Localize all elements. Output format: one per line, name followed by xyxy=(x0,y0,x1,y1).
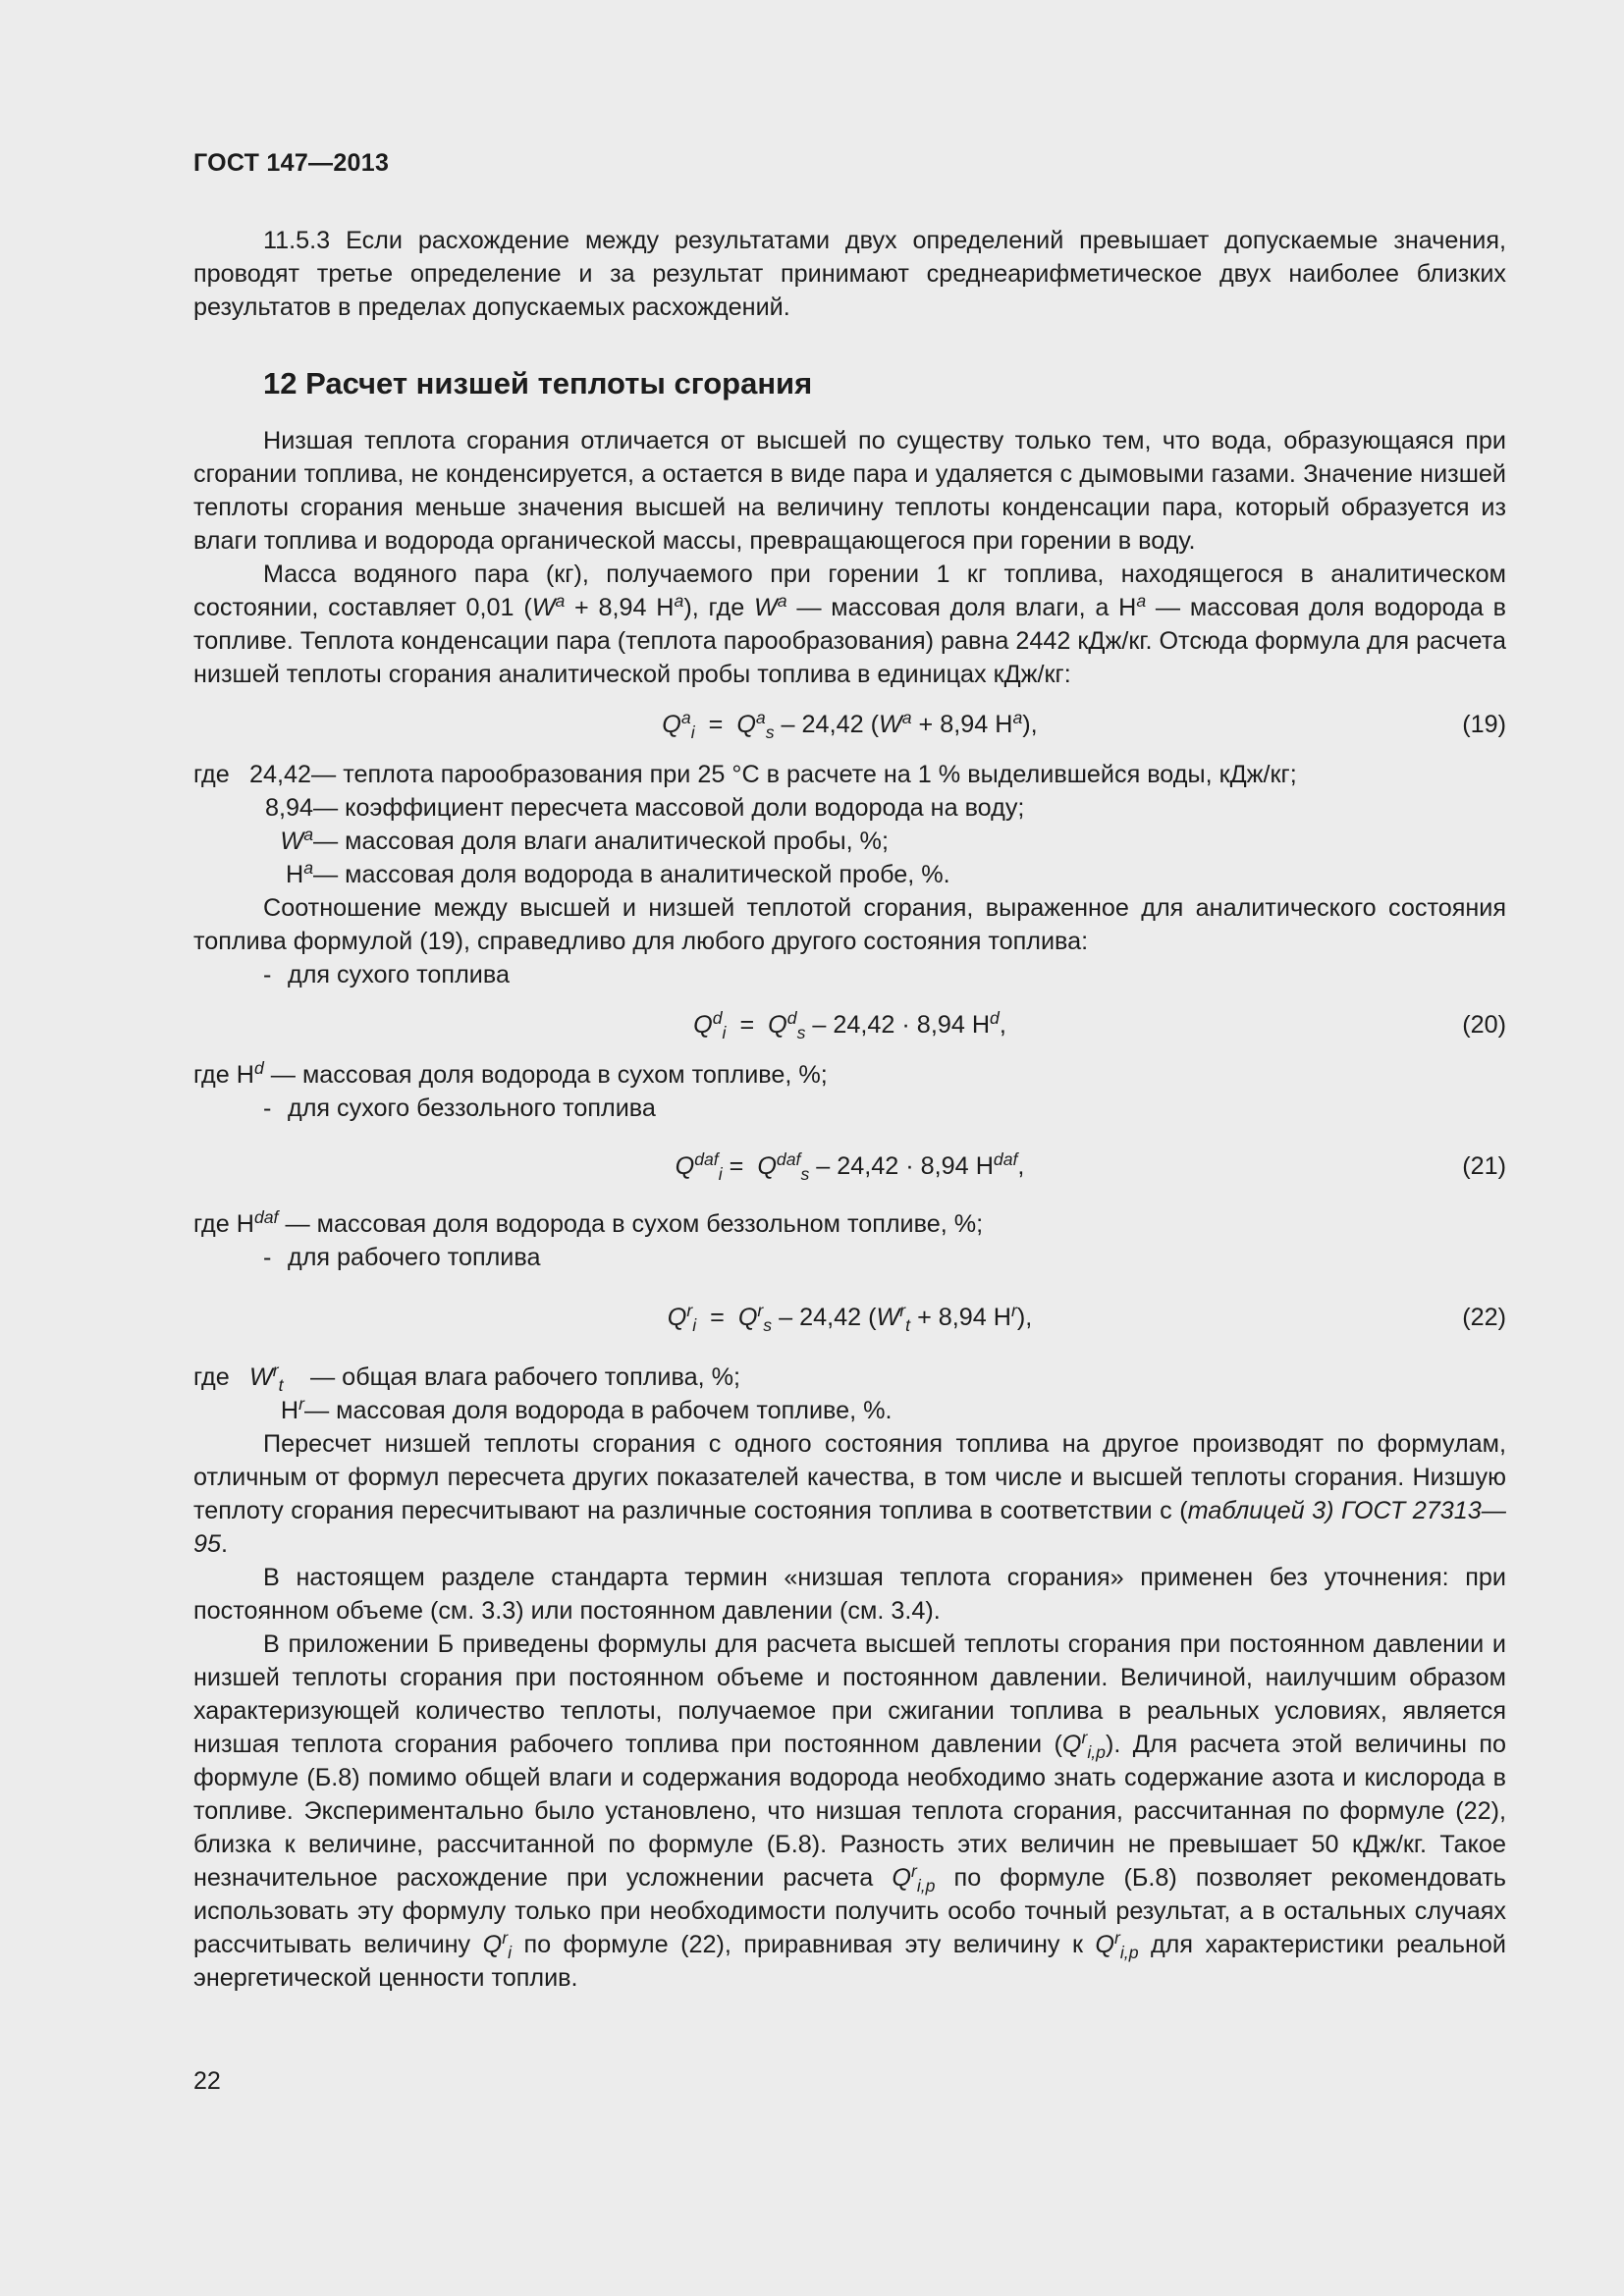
equation-21-formula: $Q^{daf}_i = Q^{daf}_s - 24,42 \cdot 8,94$ $H^{daf}$, xyxy=(675,1149,1025,1185)
bullet-work: - для рабочего топлива xyxy=(263,1244,541,1271)
equation-21 xyxy=(193,1125,1506,1207)
equation-21-number: (21) xyxy=(1462,1152,1506,1180)
definition-row: 8,94 — коэффициент пересчета массовой доли водорода на воду; xyxy=(264,794,1025,822)
bullet-daf: - для сухого беззольного топлива xyxy=(263,1095,656,1122)
equation-22 xyxy=(193,1274,1506,1361)
equation-20-definition: где $H^d$ — массовая доля водорода в сухом топливе, %; xyxy=(193,1058,828,1089)
para-annex: В приложении Б приведены формулы для расчета высшей теплоты сгорания при постоянном давлении и низшей теплоты сгорания при постоянном объеме и постоянном давлении. Величиной, наилучшим образом характеризующей количество теплоты, получаемое при сжигании топлива в реальных условиях, является низшая теплота сгорания рабочего топлива при постоянном давлении $(Q^r_{i,p})$. Для расчета этой величины по формуле (Б.8) помимо общей влаги и содержания водорода необходимо знать содержание азота и кислорода в топливе. Экспериментально было установлено, что низшая теплота сгорания, рассчитанная по формуле (22), близка к величине, рассчитанной по формуле (Б.8). Разность этих величин не превышает 50 кДж/кг. Такое незначительное расхождение при усложнении расчета $Q^r_{i,p}$ по формуле (Б.8) позволяет рекомендовать использовать эту формулу только при необходимости получить особо точный результат, а в остальных случаях рассчитывать величину $Q^r_i$ по формуле (22), приравнивая эту величину к $Q^r_{i,p}$ для характеристики реальной энергетической ценности топлив. xyxy=(193,1630,1506,1992)
equation-22-number: (22) xyxy=(1462,1304,1506,1331)
equation-22-formula: $Q^r_i = Q^r_s - 24,42$ ($W^r_t + 8,94$ $H^r$), xyxy=(667,1301,1033,1336)
equation-20-formula: $Q^d_i = Q^d_s - 24,42 \cdot 8,94$ $H^d$, xyxy=(693,1008,1006,1043)
definition-row: где 24,42 — теплота парообразования при 25 °С в расчете на 1 % выделившейся воды, кДж/кг; xyxy=(193,761,1297,788)
section-12-para-2: Масса водяного пара (кг), получаемого при горении 1 кг топлива, находящегося в аналитическом состоянии, составляет 0,01 ($W^a + 8,94$ $H^a$), где $W^a$ — массовая доля влаги, а $H^a$ — массовая доля водорода в топливе. Теплота конденсации пара (теплота парообразования) равна 2442 кДж/кг. Отсюда формула для расчета низшей теплоты сгорания аналитической пробы топлива в единицах кДж/кг: xyxy=(193,561,1506,688)
definition-row: $H^r$ — массовая доля водорода в рабочем топливе, %. xyxy=(280,1394,893,1424)
para-recalc: Пересчет низшей теплоты сгорания с одного состояния топлива на другое производят по формулам, отличным от формул пересчета других показателей качества, в том числе и высшей теплоты сгорания. Низшую теплоту сгорания пересчитывают на различные состояния топлива в соответствии с (таблицей 3) ГОСТ 27313—95. xyxy=(193,1430,1506,1558)
section-12-para-1: Низшая теплота сгорания отличается от высшей по существу только тем, что вода, образующаяся при сгорании топлива, не конденсируется, а остается в виде пара и удаляется с дымовыми газами. Значение низшей теплоты сгорания меньше значения высшей на величину теплоты конденсации пара, который образуется из влаги топлива и водорода органической массы, превращающегося при горении в воду. xyxy=(193,427,1506,555)
page-body xyxy=(193,224,1506,1995)
para-term: В настоящем разделе стандарта термин «низшая теплота сгорания» применен без уточнения: при постоянном объеме (см. 3.3) или постоянном давлении (см. 3.4). xyxy=(193,1564,1506,1625)
bullet-dry: - для сухого топлива xyxy=(263,961,510,988)
clause-11-5-3: 11.5.3 Если расхождение между результатами двух определений превышает допускаемые значения, проводят третье определение и за результат принимают среднеарифметическое двух наиболее близких результатов в пределах допускаемых расхождений. xyxy=(193,227,1506,321)
equation-19 xyxy=(193,691,1506,758)
definition-row: $H^a$ — массовая доля водорода в аналитической пробе, %. xyxy=(285,858,950,888)
section-12-title: 12 Расчет низшей теплоты сгорания xyxy=(263,366,813,400)
equation-20-number: (20) xyxy=(1462,1011,1506,1039)
equation-19-number: (19) xyxy=(1462,711,1506,738)
equation-22-definitions xyxy=(193,1361,1506,1427)
para-ratio: Соотношение между высшей и низшей теплотой сгорания, выраженное для аналитического состояния топлива формулой (19), справедливо для любого другого состояния топлива: xyxy=(193,894,1506,955)
equation-19-formula: $Q^a_i = Q^a_s - 24,42$ ($W^a + 8,94$ $H^a$), xyxy=(662,708,1038,743)
equation-19-definitions xyxy=(193,758,1506,891)
page-number: 22 xyxy=(193,2067,221,2095)
definition-row: где $W^r_t$ — общая влага рабочего топлива, %; xyxy=(193,1361,740,1396)
equation-21-definition: где $H^{daf}$ — массовая доля водорода в сухом беззольном топливе, %; xyxy=(193,1207,984,1238)
equation-20 xyxy=(193,991,1506,1058)
definition-row: $W^a$ — массовая доля влаги аналитической пробы, %; xyxy=(280,825,889,855)
document-header: ГОСТ 147—2013 xyxy=(193,149,390,177)
